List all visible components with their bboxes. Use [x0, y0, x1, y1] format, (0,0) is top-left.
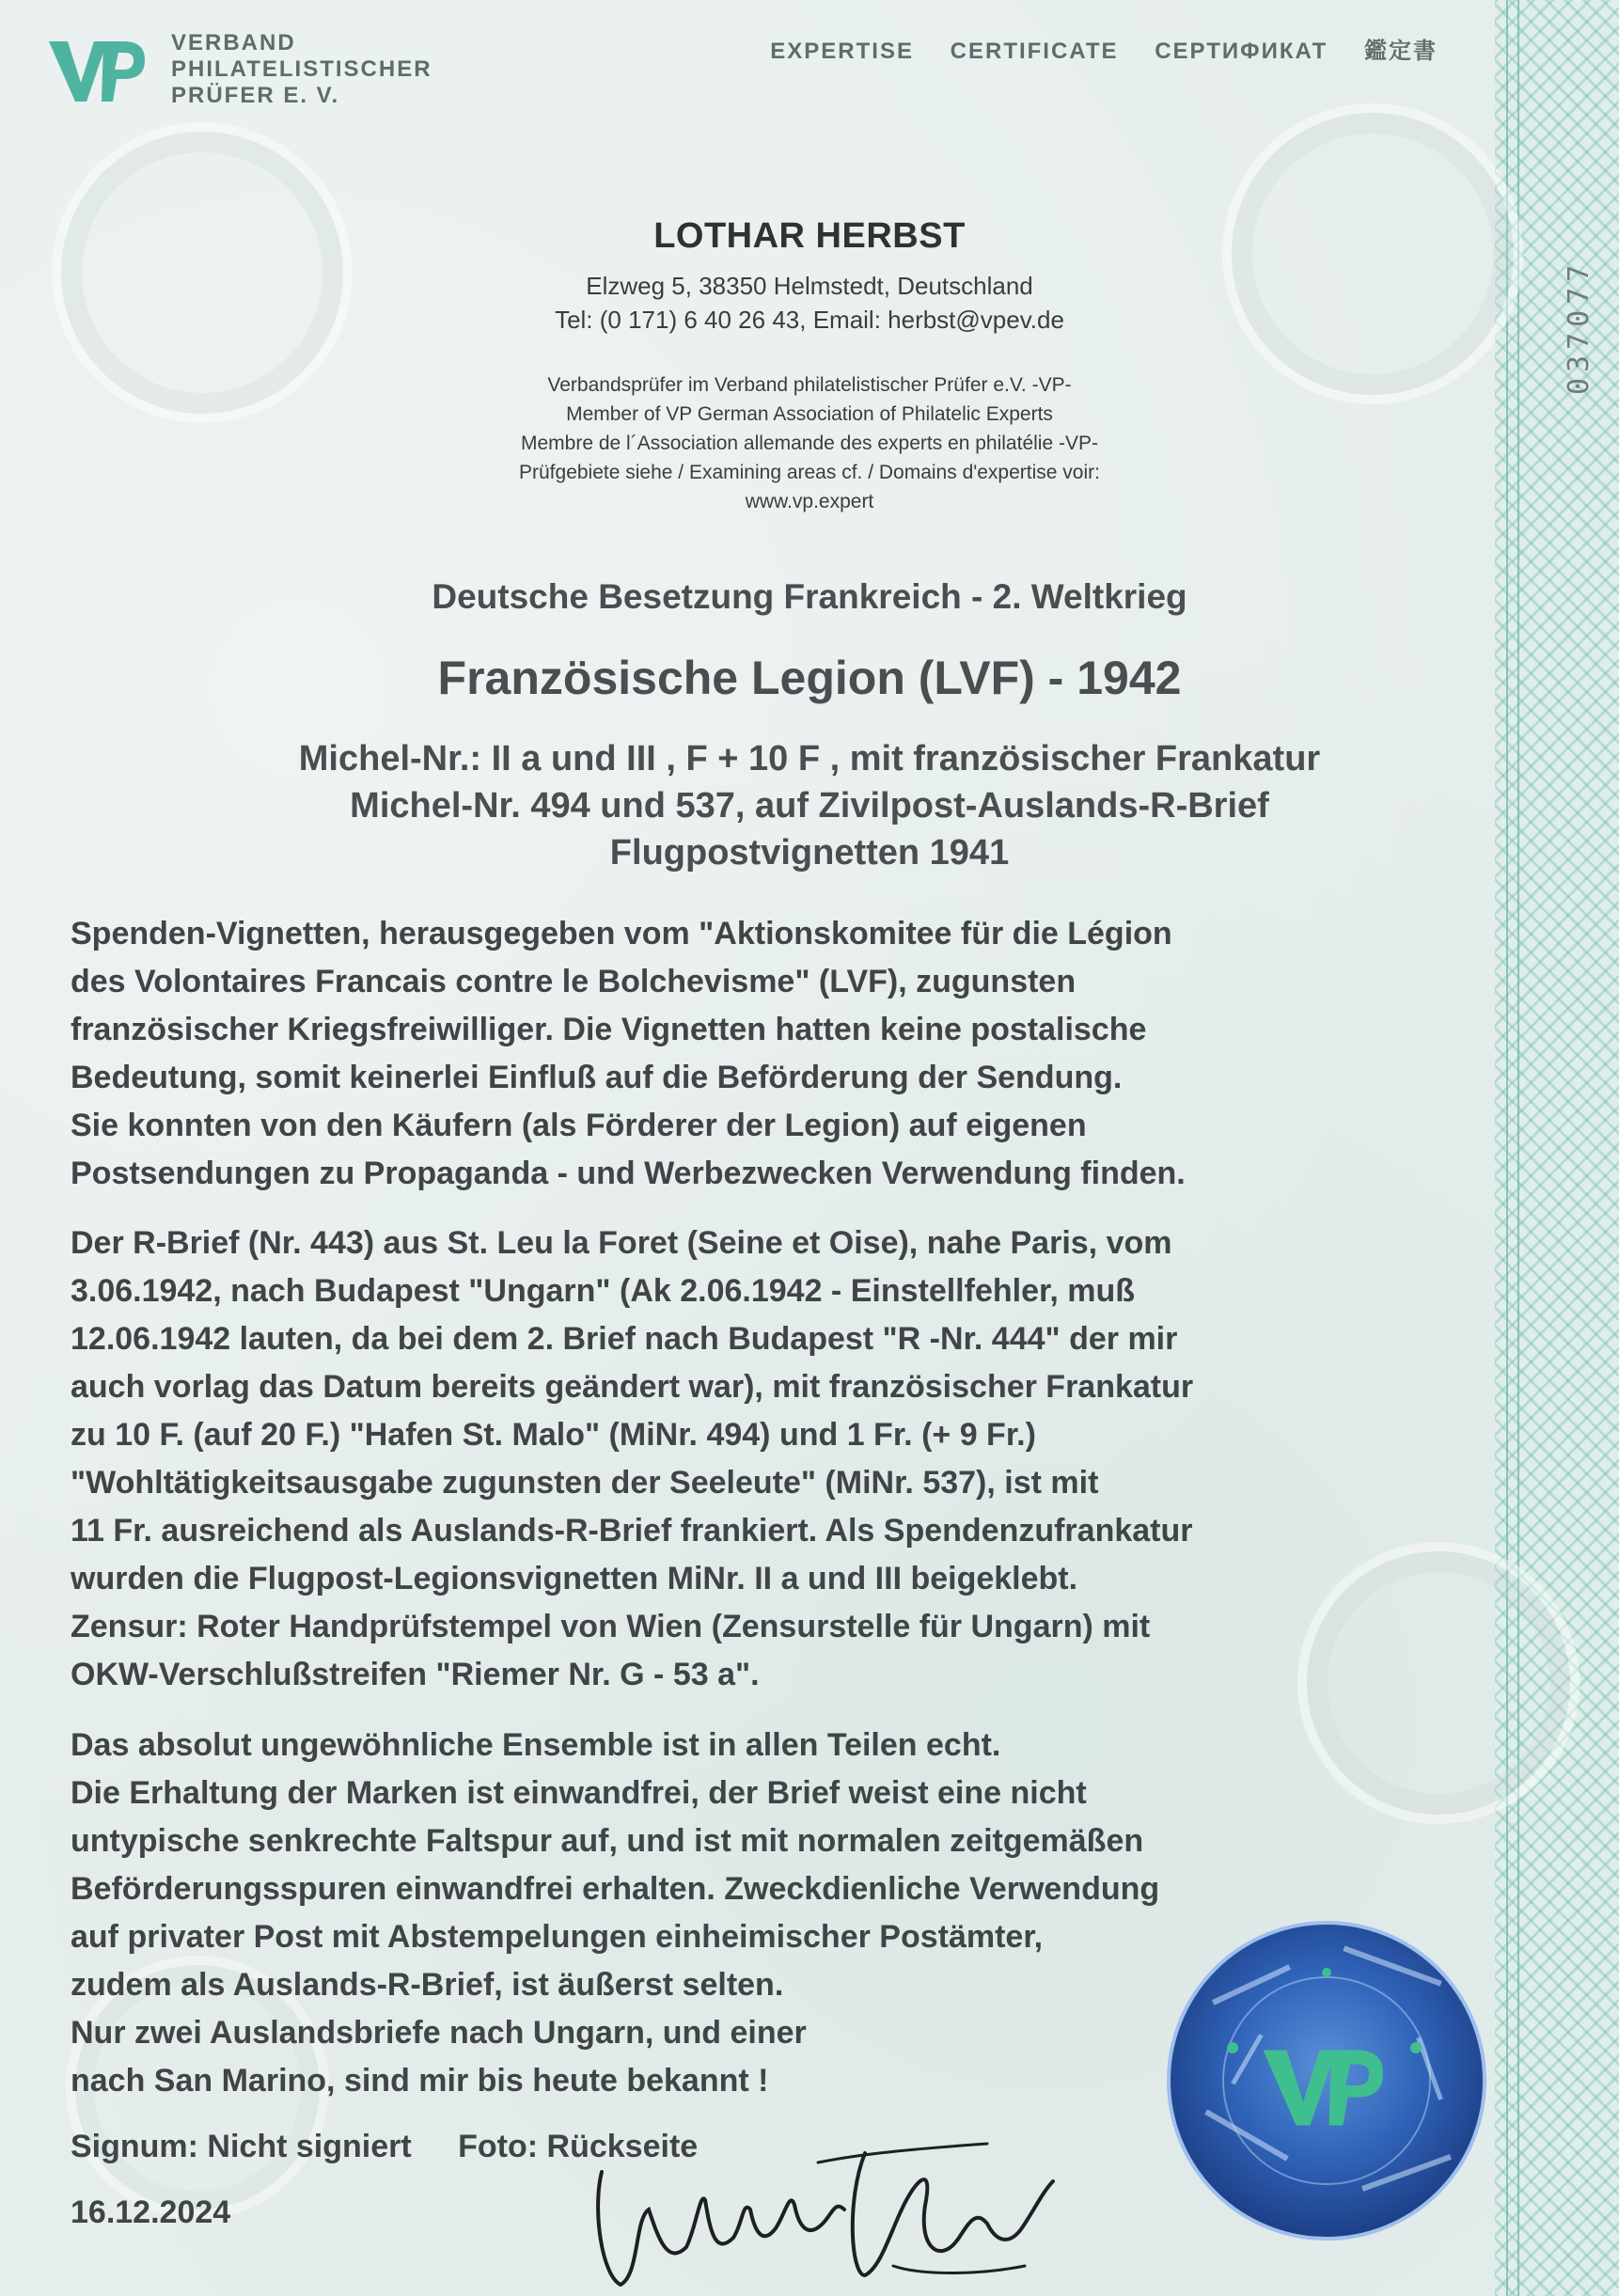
subject-title: Französische Legion (LVF) - 1942: [437, 652, 1182, 704]
holographic-seal: [1153, 1907, 1501, 2255]
membership-block: [0, 370, 1619, 516]
text-line: wurden die Flugpost-Legionsvignetten MiNr. II a und III beigeklebt.: [71, 1561, 1078, 1596]
text-line: "Wohltätigkeitsausgabe zugunsten der Seeleute" (MiNr. 537), ist mit: [71, 1465, 1099, 1501]
association-name: VERBAND PHILATELISTISCHER PRÜFER E. V.: [171, 30, 432, 108]
title-expertise: EXPERTISE: [770, 39, 914, 64]
expert-phone-email: Tel: (0 171) 6 40 26 43, Email: herbst@vpev.de: [555, 306, 1064, 334]
vp-logo: [47, 32, 150, 107]
membership-line: Member of VP German Association of Philatelic Experts: [566, 403, 1053, 425]
text-line: OKW-Verschlußstreifen "Riemer Nr. G - 53 a".: [71, 1657, 760, 1692]
membership-line: Membre de l´Association allemande des experts en philatélie -VP-: [521, 432, 1098, 454]
subject-line: Flugpostvignetten 1941: [609, 833, 1010, 873]
title-certificate: CERTIFICATE: [950, 39, 1119, 64]
expert-address: Elzweg 5, 38350 Helmstedt, Deutschland: [586, 272, 1033, 300]
expert-contact: [0, 269, 1619, 337]
membership-url: www.vp.expert: [745, 491, 874, 512]
text-line: 3.06.1942, nach Budapest "Ungarn" (Ak 2.06.1942 - Einstellfehler, muß: [71, 1273, 1135, 1309]
text-line: auch vorlag das Datum bereits geändert war), mit französischer Frankatur: [71, 1369, 1194, 1405]
text-line: 12.06.1942 lauten, da bei dem 2. Brief nach Budapest "R -Nr. 444" der mir: [71, 1321, 1178, 1357]
handwritten-signature: [583, 2134, 1072, 2296]
text-line: Spenden-Vignetten, herausgegeben vom "Aktionskomitee für die Légion: [71, 916, 1172, 951]
text-line: Beförderungsspuren einwandfrei erhalten. Zweckdienliche Verwendung: [71, 1871, 1160, 1907]
text-line: nach San Marino, sind mir bis heute bekannt !: [71, 2063, 769, 2099]
text-line: untypische senkrechte Faltspur auf, und ist mit normalen zeitgemäßen: [71, 1823, 1144, 1859]
foto-text: Foto: Rückseite: [458, 2129, 699, 2164]
text-line: Bedeutung, somit keinerlei Einfluß auf die Beförderung der Sendung.: [71, 1060, 1123, 1095]
text-line: Nur zwei Auslandsbriefe nach Ungarn, und einer: [71, 2015, 807, 2051]
border-rule: [1506, 0, 1519, 2296]
text-line: Sie konnten von den Käufern (als Förderer der Legion) auf eigenen: [71, 1108, 1087, 1143]
subject-area: Deutsche Besetzung Frankreich - 2. Weltkrieg: [432, 577, 1187, 616]
membership-line: Verbandsprüfer im Verband philatelistischer Prüfer e.V. -VP-: [547, 374, 1072, 396]
text-line: des Volontaires Francais contre le Bolchevisme" (LVF), zugunsten: [71, 964, 1077, 999]
subject-line: Michel-Nr. 494 und 537, auf Zivilpost-Auslands-R-Brief: [350, 786, 1269, 826]
membership-line: Prüfgebiete siehe / Examining areas cf. / Domains d'expertise voir:: [519, 462, 1100, 483]
text-line: Die Erhaltung der Marken ist einwandfrei, der Brief weist eine nicht: [71, 1775, 1087, 1811]
text-line: zu 10 F. (auf 20 F.) "Hafen St. Malo" (MiNr. 494) und 1 Fr. (+ 9 Fr.): [71, 1417, 1036, 1453]
text-line: auf privater Post mit Abstempelungen einheimischer Postämter,: [71, 1919, 1044, 1955]
text-line: zudem als Auslands-R-Brief, ist äußerst selten.: [71, 1967, 784, 2003]
text-line: Das absolut ungewöhnliche Ensemble ist in allen Teilen echt.: [71, 1727, 1001, 1763]
certificate-titles: [742, 32, 1438, 65]
signum-text: Signum: Nicht signiert: [71, 2129, 412, 2164]
text-line: 11 Fr. ausreichend als Auslands-R-Brief frankiert. Als Spendenzufrankatur: [71, 1513, 1193, 1549]
expert-name: LOTHAR HERBST: [653, 216, 966, 256]
certificate-date: 16.12.2024: [71, 2194, 231, 2230]
text-line: Der R-Brief (Nr. 443) aus St. Leu la Foret (Seine et Oise), nahe Paris, vom: [71, 1225, 1172, 1261]
title-japanese: 鑑定書: [1364, 39, 1438, 64]
text-line: französischer Kriegsfreiwilliger. Die Vignetten hatten keine postalische: [71, 1012, 1147, 1047]
title-russian: СЕРТИФИКАТ: [1155, 39, 1328, 64]
subject-line: Michel-Nr.: II a und III , F + 10 F , mit französischer Frankatur: [298, 739, 1321, 778]
paragraph-background: [71, 910, 1500, 1198]
text-line: Postsendungen zu Propaganda - und Werbezwecken Verwendung finden.: [71, 1156, 1186, 1191]
paragraph-description: [71, 1219, 1500, 1699]
serial-number: 037077: [1563, 259, 1595, 395]
subject-details: [0, 735, 1619, 876]
text-line: Zensur: Roter Handprüfstempel von Wien (Zensurstelle für Ungarn) mit: [71, 1609, 1151, 1644]
